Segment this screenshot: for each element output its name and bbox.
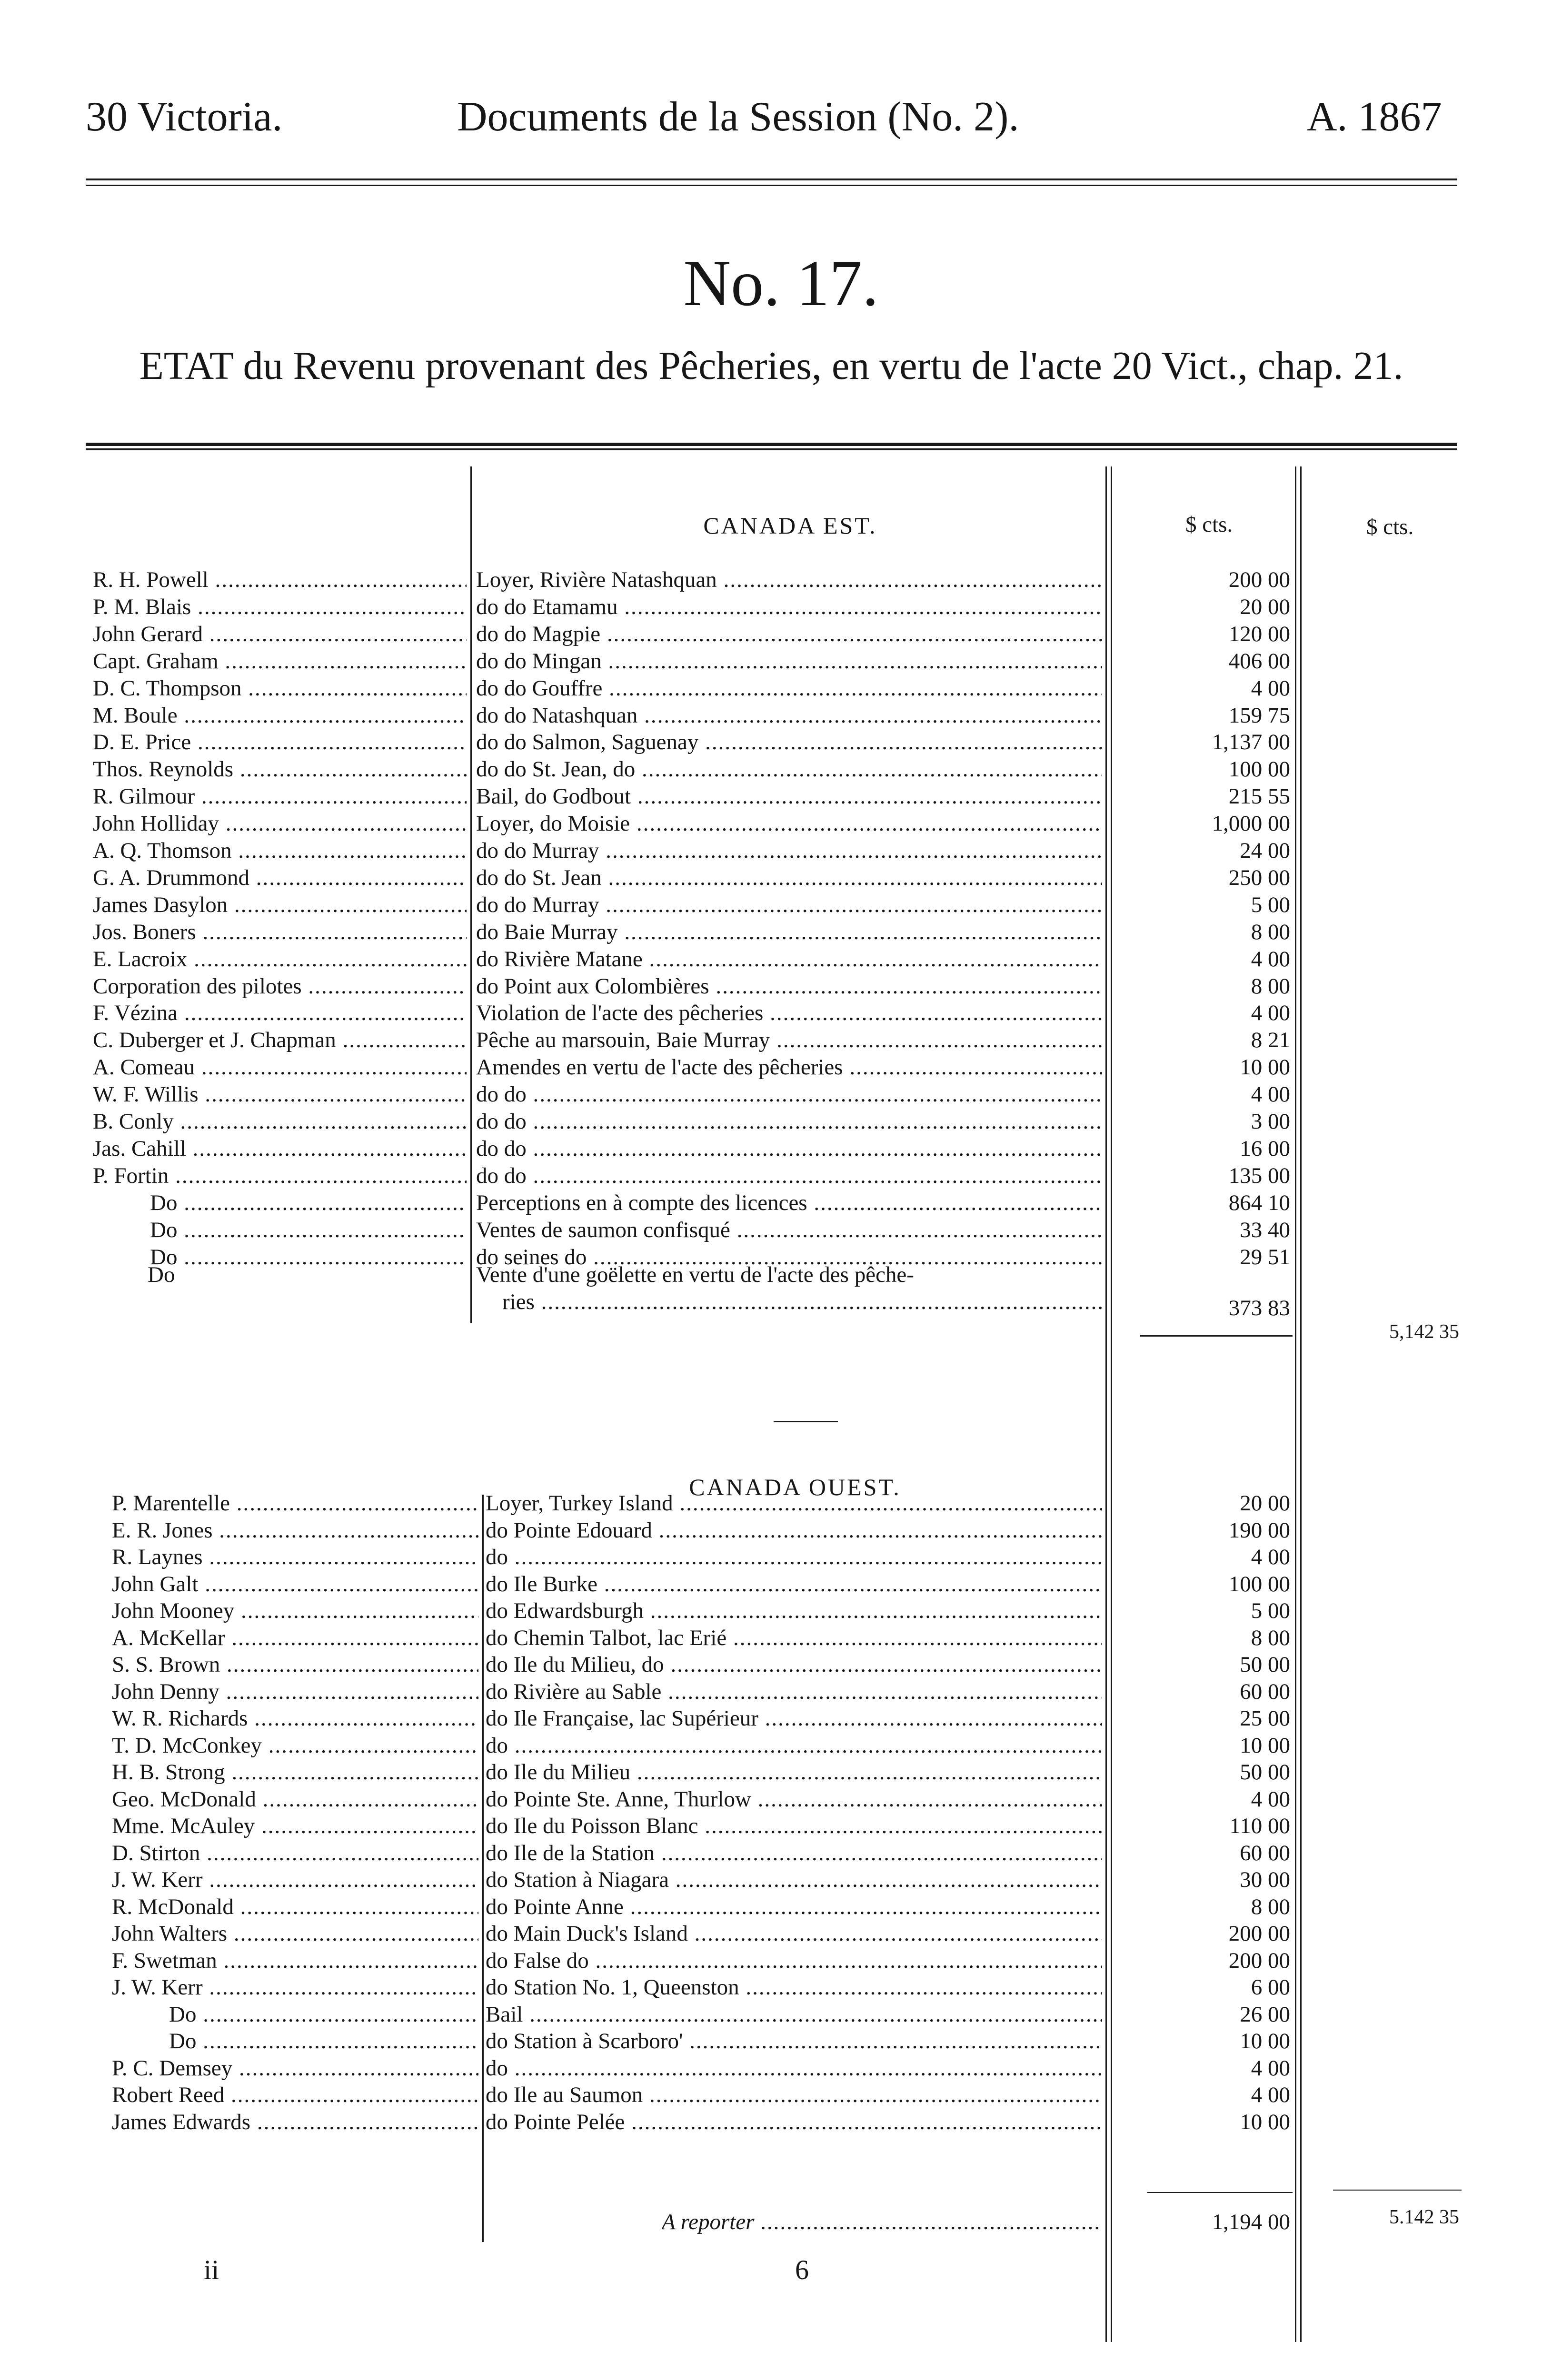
canada-est-amount: 406 00: [1228, 648, 1290, 674]
canada-ouest-desc: do .....: [486, 2055, 1102, 2082]
canada-ouest-name: Mme. McAuley .....: [112, 1813, 478, 1840]
header-rule-top: [86, 178, 1457, 180]
canada-ouest-name: John Denny .....: [112, 1678, 478, 1706]
canada-est-desc: do do Murray .....: [476, 892, 1102, 919]
canada-est-desc: do do St. Jean, do .....: [476, 756, 1102, 783]
canada-est-amount: 33 40: [1240, 1217, 1290, 1242]
canada-ouest-desc: do Ile du Poisson Blanc .....: [486, 1813, 1102, 1840]
canada-est-name: D. E. Price .....: [93, 729, 467, 756]
canada-est-heading: CANADA EST.: [703, 512, 877, 539]
canada-ouest-name: T. D. McConkey .....: [112, 1732, 478, 1759]
canada-est-desc: do do Magpie .....: [476, 621, 1102, 648]
title-rule-top: [86, 443, 1457, 446]
document-number: No. 17.: [683, 247, 879, 319]
canada-est-name: Do .....: [150, 1244, 467, 1271]
canada-ouest-desc: do Ile Burke .....: [486, 1571, 1102, 1598]
canada-ouest-desc: do Rivière au Sable .....: [486, 1678, 1102, 1706]
document-title: ETAT du Revenu provenant des Pêcheries, en vertu de l'acte 20 Vict., chap. 21.: [139, 344, 1403, 388]
column-divider-amounts-right: [1295, 466, 1296, 2342]
canada-ouest-desc: Loyer, Turkey Island .....: [486, 1490, 1102, 1517]
canada-est-amount: 5 00: [1251, 892, 1290, 917]
canada-est-amount: 10 00: [1240, 1055, 1290, 1080]
canada-est-desc: Loyer, do Moisie .....: [476, 810, 1102, 837]
column-divider-amounts-left-2: [1111, 466, 1112, 2342]
canada-ouest-desc: do Station à Scarboro' .....: [486, 2028, 1102, 2055]
canada-est-amount: 135 00: [1228, 1163, 1290, 1188]
canada-ouest-amount: 100 00: [1228, 1571, 1290, 1597]
canada-ouest-name: John Galt .....: [112, 1571, 478, 1598]
canada-est-last-desc-2: ries .....: [502, 1289, 1102, 1316]
column-divider-amounts-right-2: [1300, 466, 1302, 2342]
canada-ouest-amount: 200 00: [1228, 1921, 1290, 1946]
dollars-cents-header-1: $ cts.: [1185, 512, 1233, 537]
canada-est-last-desc-1: Vente d'une goëlette en vertu de l'acte des pêche-: [476, 1262, 914, 1287]
canada-ouest-amount: 30 00: [1240, 1867, 1290, 1892]
canada-ouest-amount: 60 00: [1240, 1840, 1290, 1865]
canada-ouest-desc: do Station No. 1, Queenston .....: [486, 1974, 1102, 2001]
canada-est-name: F. Vézina .....: [93, 1000, 467, 1027]
canada-est-last-amount: 373 83: [1228, 1296, 1290, 1320]
canada-ouest-desc: do .....: [486, 1732, 1102, 1759]
canada-ouest-desc: do Ile de la Station .....: [486, 1840, 1102, 1867]
canada-est-desc: Bail, do Godbout .....: [476, 783, 1102, 810]
canada-est-name: P. Fortin .....: [93, 1162, 467, 1190]
canada-ouest-amount: 4 00: [1251, 2055, 1290, 2081]
canada-ouest-desc: do Ile Française, lac Supérieur .....: [486, 1705, 1102, 1732]
canada-est-name: John Gerard .....: [93, 621, 467, 648]
canada-est-desc: do do .....: [476, 1108, 1102, 1135]
canada-ouest-amount: 10 00: [1240, 2109, 1290, 2134]
canada-ouest-name: W. R. Richards .....: [112, 1705, 478, 1732]
canada-est-amount: 8 00: [1251, 919, 1290, 944]
canada-est-amount: 8 21: [1251, 1028, 1290, 1053]
canada-ouest-amount: 200 00: [1228, 1948, 1290, 1973]
dollars-cents-header-2: $ cts.: [1366, 515, 1414, 539]
canada-est-amount: 4 00: [1251, 1001, 1290, 1026]
canada-ouest-desc: do Main Duck's Island .....: [486, 1920, 1102, 1947]
canada-ouest-amount: 50 00: [1240, 1652, 1290, 1677]
canada-est-desc: do do Mingan .....: [476, 648, 1102, 675]
canada-est-amount: 20 00: [1240, 594, 1290, 619]
canada-est-total: 5,142 35: [1389, 1321, 1459, 1343]
canada-est-name: Do .....: [150, 1217, 467, 1244]
canada-ouest-desc: do Pointe Anne .....: [486, 1894, 1102, 1921]
canada-ouest-amount: 50 00: [1240, 1760, 1290, 1785]
canada-ouest-name: R. McDonald .....: [112, 1894, 478, 1921]
canada-est-name: Thos. Reynolds .....: [93, 756, 467, 783]
canada-ouest-name: Geo. McDonald .....: [112, 1786, 478, 1813]
canada-ouest-desc: do Chemin Talbot, lac Erié .....: [486, 1625, 1102, 1652]
carry-forward-amount: 1,194 00: [1212, 2210, 1290, 2234]
canada-ouest-amount: 8 00: [1251, 1625, 1290, 1650]
canada-ouest-amount: 10 00: [1240, 2029, 1290, 2053]
canada-ouest-name: J. W. Kerr .....: [112, 1974, 478, 2001]
canada-est-name: C. Duberger et J. Chapman .....: [93, 1027, 467, 1054]
canada-est-amount: 864 10: [1228, 1190, 1290, 1215]
column-divider-names: [470, 466, 472, 1323]
canada-ouest-name: John Mooney .....: [112, 1597, 478, 1625]
carry-rule-right: [1333, 2190, 1462, 2191]
canada-est-name: M. Boule .....: [93, 702, 467, 729]
canada-ouest-desc: do Pointe Pelée .....: [486, 2109, 1102, 2136]
header-right: A. 1867: [1307, 94, 1442, 140]
canada-est-name: Capt. Graham .....: [93, 648, 467, 675]
canada-ouest-name: James Edwards .....: [112, 2109, 478, 2136]
canada-est-desc: Pêche au marsouin, Baie Murray .....: [476, 1027, 1102, 1054]
canada-est-amount: 24 00: [1240, 838, 1290, 863]
canada-est-name: R. H. Powell .....: [93, 566, 467, 594]
carry-forward-total: 5.142 35: [1389, 2206, 1459, 2228]
canada-est-name: B. Conly .....: [93, 1108, 467, 1135]
canada-ouest-name: R. Laynes .....: [112, 1544, 478, 1571]
canada-ouest-name: Robert Reed .....: [112, 2082, 478, 2109]
canada-ouest-amount: 4 00: [1251, 1786, 1290, 1812]
canada-ouest-desc: do Pointe Ste. Anne, Thurlow .....: [486, 1786, 1102, 1813]
canada-est-amount: 120 00: [1228, 621, 1290, 646]
canada-est-desc: do do Natashquan .....: [476, 702, 1102, 729]
canada-est-amount: 8 00: [1251, 973, 1290, 999]
column-divider-names-ouest: [482, 1495, 484, 2242]
canada-est-desc: Loyer, Rivière Natashquan .....: [476, 566, 1102, 594]
canada-ouest-name: P. C. Demsey .....: [112, 2055, 478, 2082]
canada-ouest-desc: do Ile du Milieu .....: [486, 1759, 1102, 1786]
canada-ouest-desc: do Ile du Milieu, do .....: [486, 1651, 1102, 1678]
section-separator: [774, 1421, 838, 1422]
footer-center: 6: [795, 2254, 809, 2285]
canada-est-desc: do do Salmon, Saguenay .....: [476, 729, 1102, 756]
canada-ouest-amount: 6 00: [1251, 1975, 1290, 2000]
canada-est-amount: 4 00: [1251, 675, 1290, 701]
canada-est-desc: do do .....: [476, 1135, 1102, 1162]
column-divider-amounts-left: [1105, 466, 1107, 2342]
canada-est-desc: do do Etamamu .....: [476, 594, 1102, 621]
canada-est-desc: do Rivière Matane .....: [476, 946, 1102, 973]
footer-left: ii: [204, 2254, 219, 2285]
canada-est-name: D. C. Thompson .....: [93, 675, 467, 702]
canada-est-amount: 4 00: [1251, 946, 1290, 972]
canada-ouest-amount: 10 00: [1240, 1733, 1290, 1758]
canada-est-name: Do .....: [150, 1190, 467, 1217]
canada-est-name: W. F. Willis .....: [93, 1081, 467, 1108]
canada-ouest-amount: 60 00: [1240, 1679, 1290, 1704]
header-left: 30 Victoria.: [86, 94, 283, 140]
header-center: Documents de la Session (No. 2).: [457, 94, 1019, 140]
canada-ouest-amount: 4 00: [1251, 1545, 1290, 1569]
canada-ouest-name: D. Stirton .....: [112, 1840, 478, 1867]
canada-ouest-amount: 26 00: [1240, 2002, 1290, 2027]
canada-est-desc: Perceptions en à compte des licences .....: [476, 1190, 1102, 1217]
canada-ouest-name: J. W. Kerr .....: [112, 1866, 478, 1894]
canada-ouest-amount: 4 00: [1251, 2082, 1290, 2107]
canada-est-name: A. Comeau .....: [93, 1054, 467, 1081]
canada-est-name: A. Q. Thomson .....: [93, 837, 467, 864]
canada-est-name: R. Gilmour .....: [93, 783, 467, 810]
canada-est-desc: Violation de l'acte des pêcheries .....: [476, 1000, 1102, 1027]
canada-ouest-name: A. McKellar .....: [112, 1625, 478, 1652]
canada-ouest-desc: do False do .....: [486, 1947, 1102, 1974]
canada-ouest-amount: 5 00: [1251, 1598, 1290, 1623]
canada-est-name: James Dasylon .....: [93, 892, 467, 919]
canada-est-desc: do do Gouffre .....: [476, 675, 1102, 702]
canada-est-desc: do do .....: [476, 1081, 1102, 1108]
canada-ouest-amount: 190 00: [1228, 1517, 1290, 1543]
canada-est-desc: Ventes de saumon confisqué .....: [476, 1217, 1102, 1244]
canada-ouest-name: E. R. Jones .....: [112, 1517, 478, 1544]
canada-ouest-desc: do Ile au Saumon .....: [486, 2082, 1102, 2109]
canada-est-name: Corporation des pilotes .....: [93, 973, 467, 1000]
canada-ouest-desc: do Pointe Edouard .....: [486, 1517, 1102, 1544]
canada-ouest-desc: do Edwardsburgh .....: [486, 1597, 1102, 1625]
canada-est-amount: 250 00: [1228, 865, 1290, 890]
canada-ouest-name: P. Marentelle .....: [112, 1490, 478, 1517]
canada-est-desc: do do St. Jean .....: [476, 864, 1102, 892]
canada-est-amount: 100 00: [1228, 757, 1290, 782]
canada-ouest-name: S. S. Brown .....: [112, 1651, 478, 1678]
canada-est-name: P. M. Blais .....: [93, 594, 467, 621]
canada-ouest-heading: CANADA OUEST.: [689, 1474, 901, 1500]
canada-ouest-name: Do .....: [169, 2028, 478, 2055]
canada-est-desc: do Baie Murray .....: [476, 919, 1102, 946]
canada-est-amount: 215 55: [1228, 784, 1290, 809]
header-rule-bottom: [86, 185, 1457, 186]
canada-est-amount: 3 00: [1251, 1109, 1290, 1134]
canada-ouest-amount: 20 00: [1240, 1491, 1290, 1516]
canada-ouest-name: F. Swetman .....: [112, 1947, 478, 1974]
canada-est-amount: 159 75: [1228, 703, 1290, 728]
carry-rule-left: [1147, 2192, 1293, 2193]
canada-ouest-name: Do .....: [169, 2001, 478, 2028]
canada-ouest-amount: 110 00: [1229, 1814, 1290, 1838]
canada-ouest-name: John Walters .....: [112, 1920, 478, 1947]
canada-ouest-desc: Bail .....: [486, 2001, 1102, 2028]
carry-forward-label: A reporter .....: [662, 2209, 1102, 2236]
canada-est-name: Jas. Cahill .....: [93, 1135, 467, 1162]
canada-est-desc: do do Murray .....: [476, 837, 1102, 864]
canada-est-subtotal-rule: [1140, 1335, 1293, 1337]
canada-est-amount: 4 00: [1251, 1082, 1290, 1107]
canada-est-amount: 1,000 00: [1212, 811, 1290, 836]
canada-ouest-name: H. B. Strong .....: [112, 1759, 478, 1786]
canada-est-desc: do do .....: [476, 1162, 1102, 1190]
canada-est-name: Jos. Boners .....: [93, 919, 467, 946]
canada-ouest-amount: 25 00: [1240, 1706, 1290, 1731]
canada-ouest-desc: do .....: [486, 1544, 1102, 1571]
canada-est-amount: 200 00: [1228, 567, 1290, 592]
canada-est-last-name: Do: [148, 1262, 175, 1287]
canada-est-desc: do seines do .....: [476, 1244, 1102, 1271]
canada-est-amount: 16 00: [1240, 1136, 1290, 1161]
canada-est-desc: do Point aux Colombières .....: [476, 973, 1102, 1000]
canada-est-desc: Amendes en vertu de l'acte des pêcheries .....: [476, 1054, 1102, 1081]
canada-ouest-amount: 8 00: [1251, 1894, 1290, 1919]
title-rule-bottom: [86, 448, 1457, 450]
canada-est-name: E. Lacroix .....: [93, 946, 467, 973]
canada-est-name: John Holliday .....: [93, 810, 467, 837]
canada-est-amount: 1,137 00: [1212, 730, 1290, 755]
canada-est-amount: 29 51: [1240, 1244, 1290, 1269]
canada-ouest-desc: do Station à Niagara .....: [486, 1866, 1102, 1894]
canada-est-name: G. A. Drummond .....: [93, 864, 467, 892]
